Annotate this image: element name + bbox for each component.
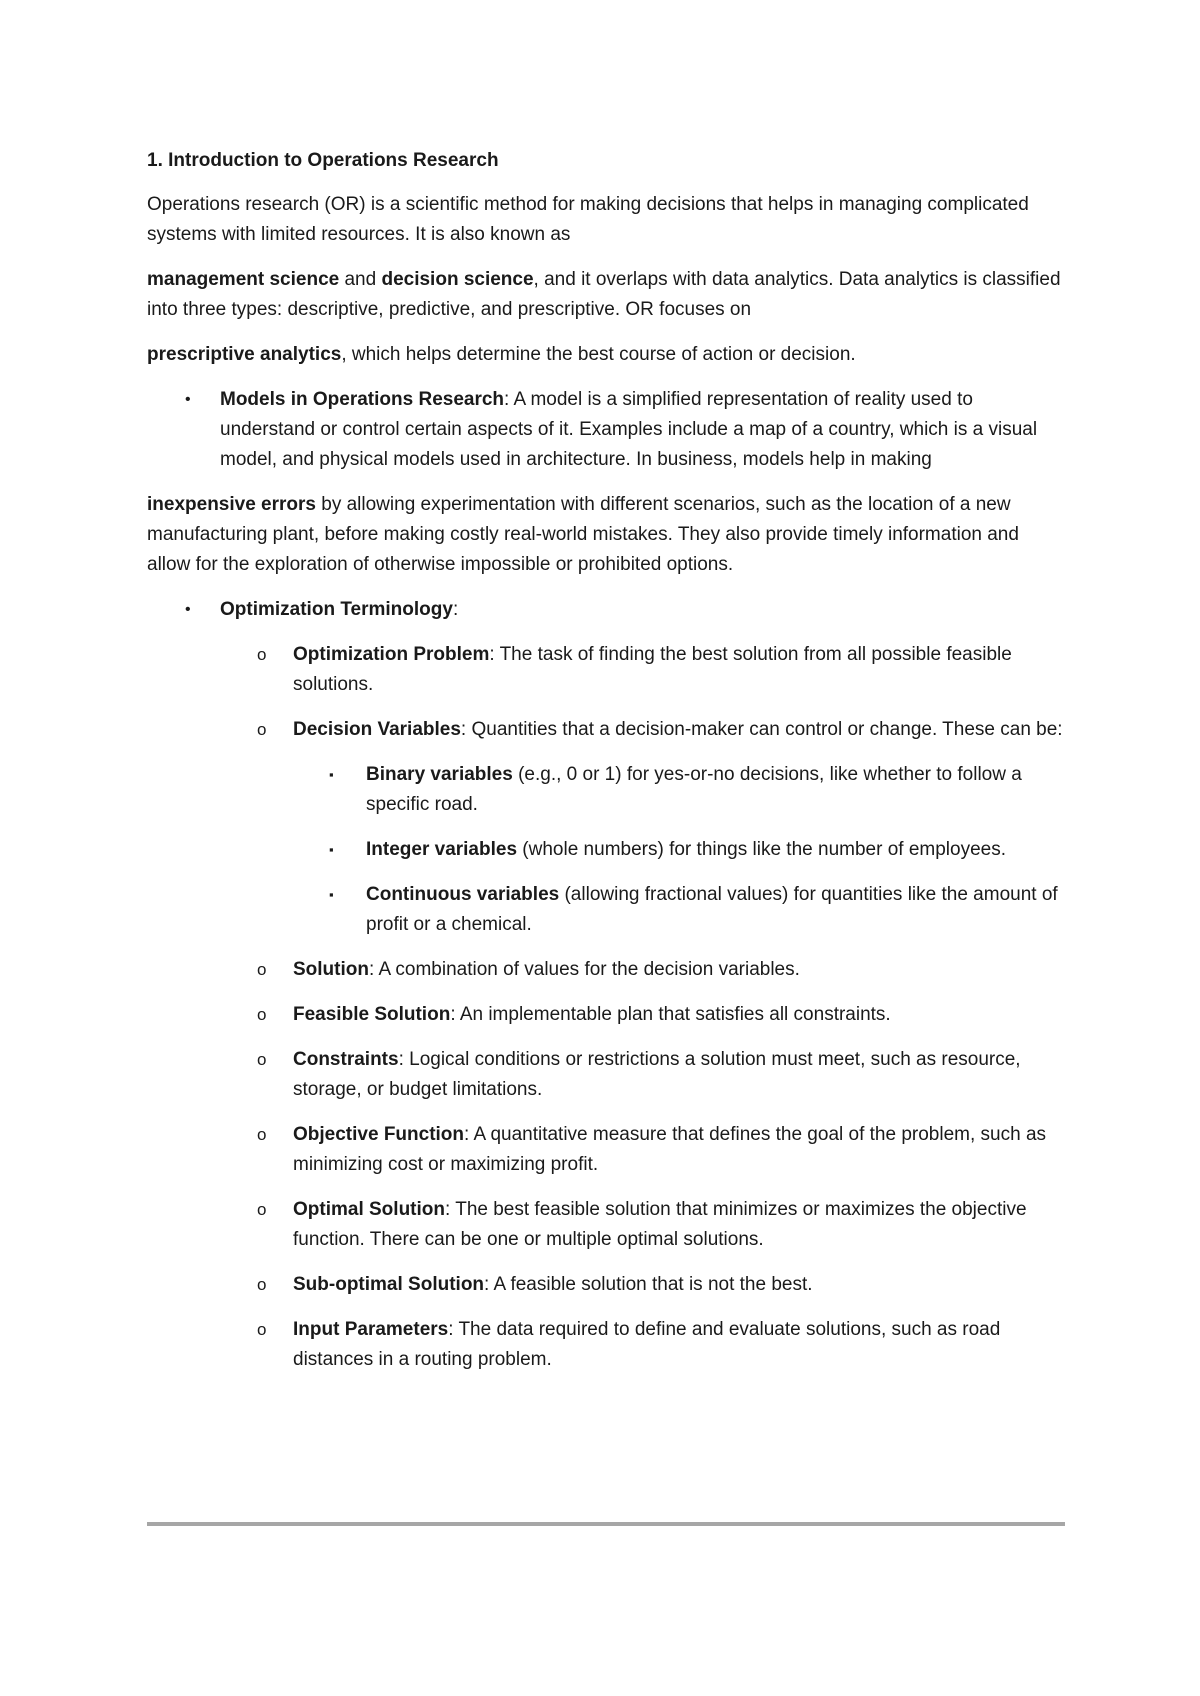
paragraph-management-science [147, 265, 1067, 325]
term-definition: (allowing fractional values) for quantities like the amount of profit or a chemical. [366, 884, 1058, 935]
term-item-feasible-solution [147, 1000, 1067, 1030]
term-definition: : Quantities that a decision-maker can control or change. These can be: [460, 719, 1063, 740]
bullet-list-models [147, 385, 1067, 475]
circle-marker: o [257, 720, 267, 739]
term-label: Optimization Problem [293, 644, 490, 665]
circle-marker: o [257, 645, 267, 664]
bullet-models [147, 385, 1067, 475]
term-label: Optimal Solution [293, 1199, 445, 1220]
term-definition: : A feasible solution that is not the best. [484, 1274, 813, 1295]
term-definition: (whole numbers) for things like the number of employees. [517, 839, 1006, 860]
term-definition: : The best feasible solution that minimizes or maximizes the objective function. There can be one or multiple optimal solutions. [293, 1199, 1027, 1250]
term-label: Feasible Solution [293, 1004, 451, 1025]
terminology-list [147, 640, 1067, 745]
circle-marker: o [257, 1050, 267, 1069]
paragraph-text: by allowing experimentation with different scenarios, such as the location of a new manufacturing plant, before making costly real-world mistakes. They also provide timely information and allow for the exploration of otherwise impossible or prohibited options. [147, 494, 1019, 575]
square-marker: ▪ [329, 887, 334, 902]
circle-marker: o [257, 1005, 267, 1024]
term-models: Models in Operations Research [220, 389, 505, 410]
term-definition: (e.g., 0 or 1) for yes-or-no decisions, like whether to follow a specific road. [366, 764, 1022, 815]
circle-marker: o [257, 1320, 267, 1339]
intro-paragraph: Operations research (OR) is a scientific method for making decisions that helps in managing complicated systems with limited resources. It is also known as [147, 194, 1029, 245]
variable-types-list [147, 760, 1067, 940]
term-label: Constraints [293, 1049, 399, 1070]
terminology-list-continued [147, 955, 1067, 1375]
circle-marker: o [257, 1275, 267, 1294]
term-definition: : An implementable plan that satisfies all constraints. [450, 1004, 891, 1025]
paragraph-prescriptive [147, 340, 1067, 370]
term-prescriptive-analytics: prescriptive analytics [147, 344, 342, 365]
term-item-optimal-solution [147, 1195, 1067, 1255]
term-definition: : The task of finding the best solution from all possible feasible solutions. [293, 644, 1012, 695]
term-label: Objective Function [293, 1124, 465, 1145]
term-label: Solution [293, 959, 369, 980]
term-definition: : The data required to define and evaluate solutions, such as road distances in a routing problem. [293, 1319, 1001, 1370]
page-divider [147, 1522, 1065, 1526]
square-marker: ▪ [329, 842, 334, 857]
bullet-list-terminology [147, 595, 1067, 625]
term-inexpensive-errors: inexpensive errors [147, 494, 316, 515]
term-item-decision-variables [147, 715, 1067, 745]
term-optimization-terminology: Optimization Terminology [220, 599, 453, 620]
paragraph-text: , and it overlaps with data analytics. Data analytics is classified into three types: descriptive, predictive, and prescriptive. OR focuses on [147, 269, 1061, 320]
bullet-text: : A model is a simplified representation of reality used to understand or control certain aspects of it. Examples include a map of a country, which is a visual model, and physical models used in architecture. In business, models help in making [220, 389, 1038, 470]
term-definition: : A quantitative measure that defines the goal of the problem, such as minimizing cost or maximizing profit. [293, 1124, 1047, 1175]
section-heading: 1. Introduction to Operations Research [147, 150, 499, 171]
bullet-terminology [147, 595, 1067, 625]
bullet-marker: • [185, 601, 191, 618]
square-marker: ▪ [329, 767, 334, 782]
circle-marker: o [257, 960, 267, 979]
term-label: Integer variables [366, 839, 518, 860]
circle-marker: o [257, 1200, 267, 1219]
document-body [147, 146, 1067, 1390]
variable-type-binary [147, 760, 1067, 820]
term-definition: : Logical conditions or restrictions a solution must meet, such as resource, storage, or budget limitations. [293, 1049, 1021, 1100]
term-label: Sub-optimal Solution [293, 1274, 485, 1295]
text-and: and [339, 269, 382, 290]
variable-type-continuous [147, 880, 1067, 940]
term-label: Input Parameters [293, 1319, 449, 1340]
circle-marker: o [257, 1125, 267, 1144]
paragraph-text: , which helps determine the best course of action or decision. [341, 344, 856, 365]
bullet-marker: • [185, 391, 191, 408]
term-definition: : A combination of values for the decision variables. [368, 959, 800, 980]
term-label: Decision Variables [293, 719, 461, 740]
term-item-suboptimal-solution [147, 1270, 1067, 1300]
term-item-input-parameters [147, 1315, 1067, 1375]
term-item-optimization-problem [147, 640, 1067, 700]
term-item-constraints [147, 1045, 1067, 1105]
term-label: Binary variables [366, 764, 513, 785]
term-management-science: management science [147, 269, 340, 290]
term-item-solution [147, 955, 1067, 985]
variable-type-integer [147, 835, 1067, 865]
term-decision-science: decision science [381, 269, 534, 290]
term-label: Continuous variables [366, 884, 560, 905]
bullet-text: : [452, 599, 459, 620]
paragraph-inexpensive-errors [147, 490, 1067, 580]
term-item-objective-function [147, 1120, 1067, 1180]
